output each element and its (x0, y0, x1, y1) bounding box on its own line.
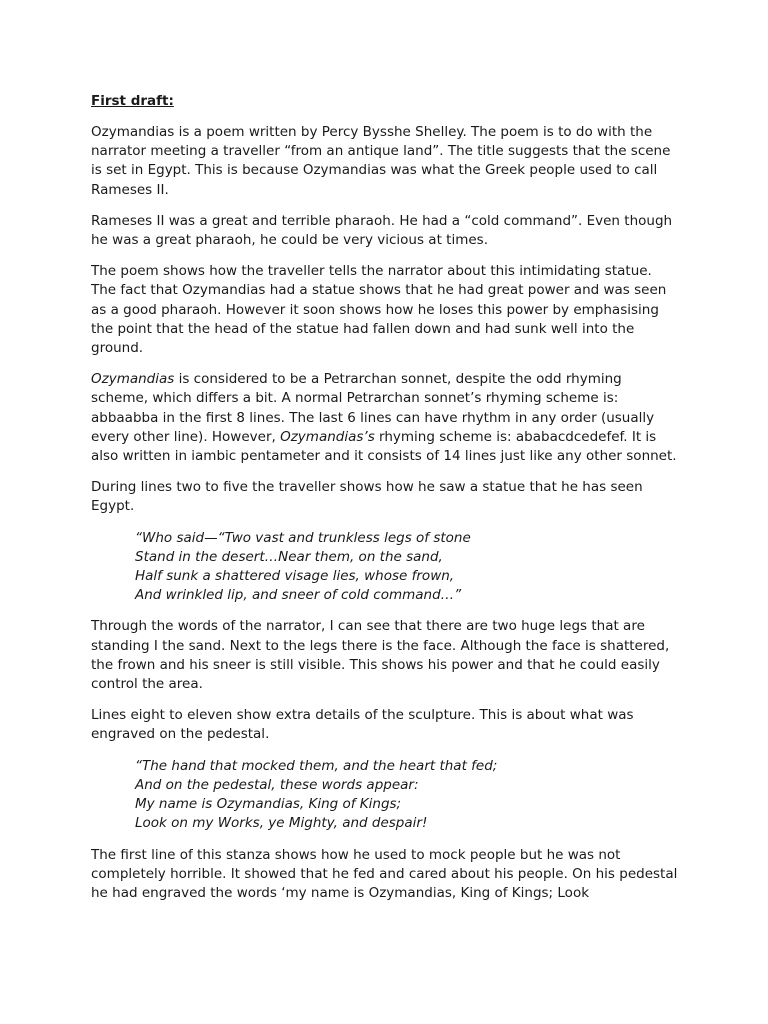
paragraph-stanza: The first line of this stanza shows how he used to mock people but he was not completely horrible. It showed that he fed and cared about his people. On his pedestal he had engraved the words ‘my name is Ozymandias, King of Kings; Look (91, 846, 678, 901)
quote-line: My name is Ozymandias, King of Kings; (135, 796, 402, 813)
quote-line: And wrinkled lip, and sneer of cold command…” (135, 587, 462, 604)
quote-line: “The hand that mocked them, and the heart that fed; (135, 757, 498, 774)
poem-title-possessive-italic: Ozymandias’s (280, 428, 375, 445)
sonnet-text-2: rhyming scheme is: ababacdcedefef. It is also written in iambic pentameter and it consists of 14 lines just like any other sonnet. (91, 428, 677, 465)
quote-line: Stand in the desert…Near them, on the sand, (135, 548, 443, 565)
draft-heading: First draft: (91, 93, 174, 109)
quote-block-1 (135, 529, 678, 606)
paragraph-rameses: Rameses II was a great and terrible pharaoh. He had a “cold command”. Even though he was a great pharaoh, he could be very vicious at times. (91, 212, 673, 249)
paragraph-lines-eight-eleven: Lines eight to eleven show extra details of the sculpture. This is about what was engraved on the pedestal. (91, 707, 634, 743)
poem-title-italic: Ozymandias (91, 371, 175, 388)
paragraph-narrator: Through the words of the narrator, I can see that there are two huge legs that are standing I the sand. Next to the legs there is the face. Although the face is shattered, the frown and his sneer is still visible. This shows his power and that he could easily control the area. (91, 618, 670, 693)
quote-line: And on the pedestal, these words appear: (135, 776, 419, 793)
quote-line: “Who said—“Two vast and trunkless legs of stone (135, 529, 471, 546)
quote-line: Half sunk a shattered visage lies, whose frown, (135, 568, 455, 585)
paragraph-intro: Ozymandias is a poem written by Percy Bysshe Shelley. The poem is to do with the narrator meeting a traveller “from an antique land”. The title suggests that the scene is set in Egypt. This is because Ozymandias was what the Greek people used to call Rameses II. (91, 124, 671, 198)
sonnet-text-1: is considered to be a Petrarchan sonnet, despite the odd rhyming scheme, which differs a bit. A normal Petrarchan sonnet’s rhyming scheme is: abbaabba in the first 8 lines. The last 6 lines can have rhythm in any order (usually every other line). However, (91, 371, 655, 445)
quote-block-2 (135, 757, 678, 834)
paragraph-lines-two-five: During lines two to five the traveller shows how he saw a statue that he has seen Egypt. (91, 479, 643, 515)
quote-line: Look on my Works, ye Mighty, and despair! (135, 815, 428, 832)
paragraph-statue: The poem shows how the traveller tells the narrator about this intimidating statue. The fact that Ozymandias had a statue shows that he had great power and was seen as a good pharaoh. However it soon shows how he loses this power by emphasising the point that the head of the statue had fallen down and had sunk well into the ground. (91, 263, 667, 357)
paragraph-sonnet (91, 370, 678, 466)
